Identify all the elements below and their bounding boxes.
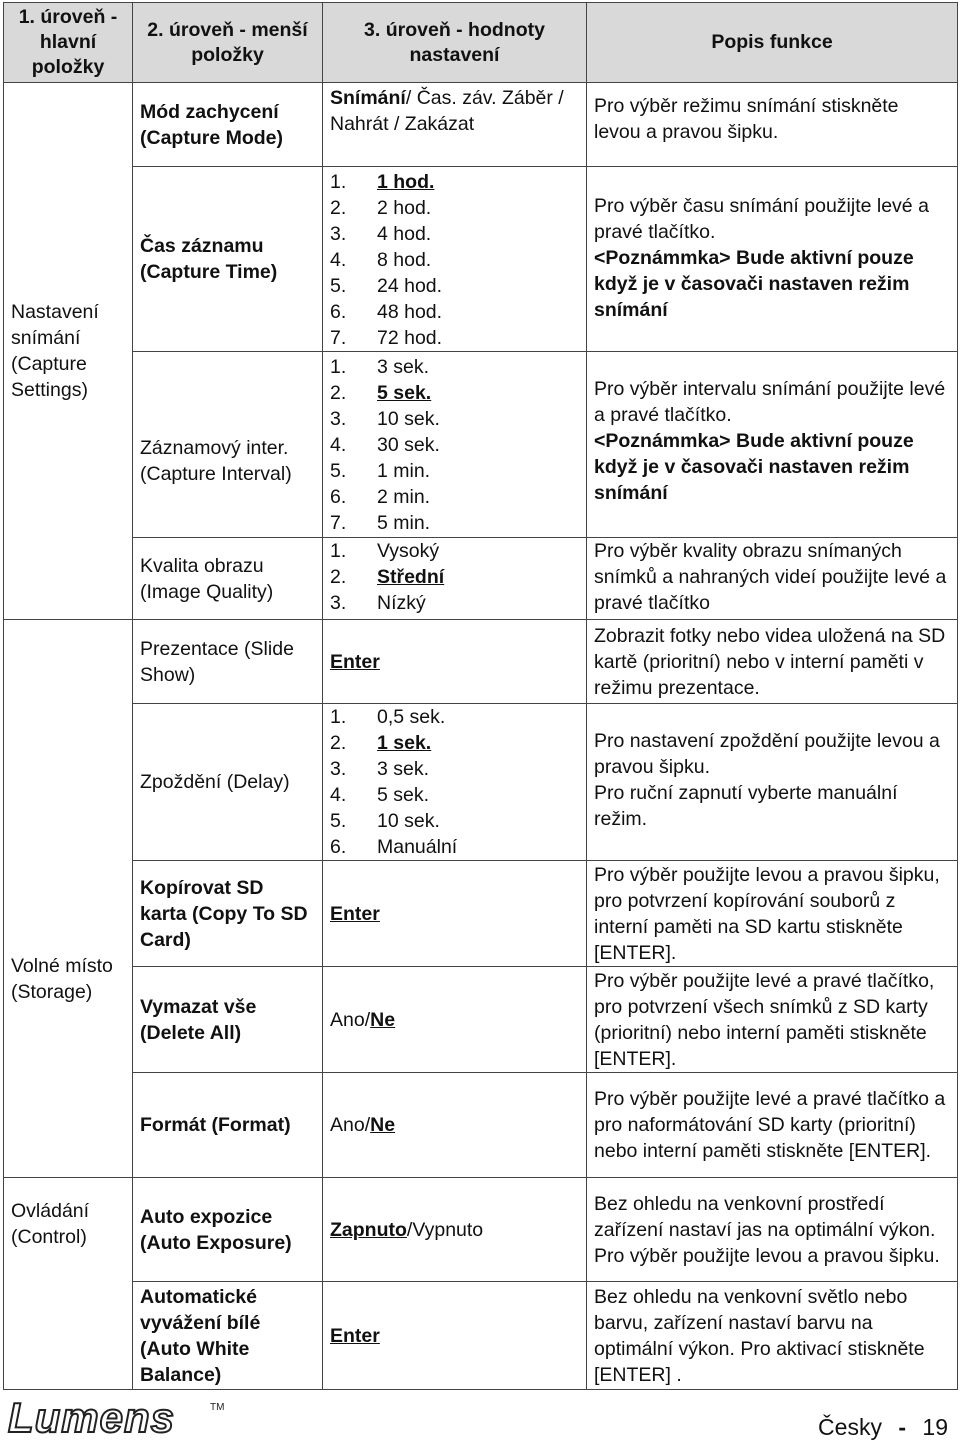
option-item: 1. Vysoký	[330, 540, 440, 562]
desc-capture-time: Pro výběr času snímání použijte levé a pravé tlačítko. <Poznámmka> Bude aktivní pouze když je v časovači nastaven režim snímání	[587, 167, 958, 352]
item-image-quality: Kvalita obrazu (Image Quality)	[133, 538, 323, 620]
settings-table	[3, 2, 958, 1390]
option-item: 3. 3 sek.	[330, 758, 430, 780]
options-image-quality	[323, 538, 587, 620]
table-row-capture-time	[4, 167, 958, 352]
item-capture-interval: Záznamový inter. (Capture Interval)	[133, 352, 323, 538]
option-item: 5. 24 hod.	[330, 275, 443, 297]
item-auto-exposure: Auto expozice (Auto Exposure)	[133, 1178, 323, 1282]
table-header-row	[4, 3, 958, 83]
item-auto-wb: Automatické vyvážení bílé (Auto White Balance)	[133, 1282, 323, 1390]
separator: -	[898, 1414, 907, 1440]
table-row-slide-show	[4, 620, 958, 704]
options-delay	[323, 704, 587, 861]
desc-delay: Pro nastavení zpoždění použijte levou a pravou šipku. Pro ruční zapnutí vyberte manuální režim.	[587, 704, 958, 861]
header-level3: 3. úroveň - hodnoty nastavení	[323, 3, 587, 83]
option-item: 4. 8 hod.	[330, 249, 432, 271]
table-row-capture-mode	[4, 83, 958, 167]
item-format: Formát (Format)	[133, 1073, 323, 1178]
table-row-copy-sd	[4, 861, 958, 967]
desc-copy-sd: Pro výběr použijte levou a pravou šipku, pro potvrzení kopírování souborů z interní paměti na SD kartu stiskněte [ENTER].	[587, 861, 958, 967]
option-item: 6. Manuální	[330, 836, 458, 858]
value-slide-show: Enter	[323, 620, 587, 704]
desc-slide-show: Zobrazit fotky nebo videa uložená na SD kartě (prioritní) nebo v interní paměti v režimu prezentace.	[587, 620, 958, 704]
option-item: 6. 2 min.	[330, 486, 431, 508]
desc-image-quality: Pro výběr kvality obrazu snímaných snímků a nahraných videí použijte levé a pravé tlačítko	[587, 538, 958, 620]
table-row-auto-wb	[4, 1282, 958, 1390]
option-item: 1. 0,5 sek.	[330, 706, 446, 728]
option-item: 1. 3 sek.	[330, 356, 430, 378]
table-row-auto-exposure	[4, 1178, 958, 1282]
item-copy-sd: Kopírovat SD karta (Copy To SD Card)	[133, 861, 323, 967]
item-delete-all: Vymazat vše (Delete All)	[133, 967, 323, 1073]
group-storage: Volné místo (Storage)	[4, 620, 133, 1178]
item-delay: Zpoždění (Delay)	[133, 704, 323, 861]
options-capture-time	[323, 167, 587, 352]
value-delete-all: Ano/Ne	[323, 967, 587, 1073]
logo-text: Lumens	[8, 1396, 176, 1440]
item-capture-mode: Mód zachycení (Capture Mode)	[133, 83, 323, 167]
group-capture-settings: Nastavení snímání (Capture Settings)	[4, 83, 133, 620]
value-format: Ano/Ne	[323, 1073, 587, 1178]
group-control: Ovládání (Control)	[4, 1178, 133, 1390]
option-item: 7. 5 min.	[330, 512, 431, 534]
option-item: 5. 10 sek.	[330, 810, 440, 832]
header-description: Popis funkce	[587, 3, 958, 83]
lumens-logo-graphic	[6, 1396, 226, 1440]
desc-format: Pro výběr použijte levé a pravé tlačítko a pro naformátování SD karty (prioritní) nebo interní paměti stiskněte [ENTER].	[587, 1073, 958, 1178]
option-item: 3. 4 hod.	[330, 223, 432, 245]
value-auto-wb: Enter	[323, 1282, 587, 1390]
option-item: 3. 10 sek.	[330, 408, 440, 430]
trademark: TM	[210, 1402, 225, 1413]
note: <Poznámmka> Bude aktivní pouze když je v časovači nastaven režim snímání	[594, 430, 914, 504]
option-item: 4. 5 sek.	[330, 784, 430, 806]
value-capture-mode	[323, 83, 587, 167]
value-selected: Snímání	[330, 87, 406, 109]
table-row-delete-all	[4, 967, 958, 1073]
table-row-delay	[4, 704, 958, 861]
language-label: Česky	[818, 1414, 882, 1440]
page-number: 19	[922, 1414, 948, 1440]
option-item: 5. 1 min.	[330, 460, 431, 482]
option-item: 7. 72 hod.	[330, 327, 443, 349]
option-item: 2. Střední	[330, 566, 445, 588]
option-item: 4. 30 sek.	[330, 434, 440, 456]
value-others: / Čas. záv. Záběr / Nahrát / Zakázat	[330, 87, 564, 135]
option-item: 2. 5 sek.	[330, 382, 432, 404]
option-item: 6. 48 hod.	[330, 301, 443, 323]
page-footer	[818, 1414, 948, 1441]
desc-delete-all: Pro výběr použijte levé a pravé tlačítko, pro potvrzení všech snímků z SD karty (prioritní) nebo interní paměti stiskněte [ENTER].	[587, 967, 958, 1073]
option-item: 2. 2 hod.	[330, 197, 432, 219]
lumens-logo	[6, 1396, 226, 1440]
desc-auto-wb: Bez ohledu na venkovní světlo nebo barvu, zařízení nastaví barvu na optimální výkon. Pro aktivací stiskněte [ENTER] .	[587, 1282, 958, 1390]
options-capture-interval	[323, 352, 587, 538]
value-auto-exposure: Zapnuto/Vypnuto	[323, 1178, 587, 1282]
item-capture-time: Čas záznamu (Capture Time)	[133, 167, 323, 352]
option-item: 2. 1 sek.	[330, 732, 432, 754]
header-level2: 2. úroveň - menší položky	[133, 3, 323, 83]
note: <Poznámmka> Bude aktivní pouze když je v časovači nastaven režim snímání	[594, 247, 914, 321]
item-slide-show: Prezentace (Slide Show)	[133, 620, 323, 704]
value-copy-sd: Enter	[323, 861, 587, 967]
table-row-capture-interval	[4, 352, 958, 538]
table-row-format	[4, 1073, 958, 1178]
option-item: 1. 1 hod.	[330, 171, 435, 193]
table-row-image-quality	[4, 538, 958, 620]
option-item: 3. Nízký	[330, 592, 426, 614]
desc-capture-interval: Pro výběr intervalu snímání použijte levé a pravé tlačítko. <Poznámmka> Bude aktivní pouze když je v časovači nastaven režim snímání	[587, 352, 958, 538]
header-level1: 1. úroveň - hlavní položky	[4, 3, 133, 83]
desc-auto-exposure: Bez ohledu na venkovní prostředí zařízení nastaví jas na optimální výkon. Pro výběr použijte levou a pravou šipku.	[587, 1178, 958, 1282]
desc-capture-mode: Pro výběr režimu snímání stiskněte levou a pravou šipku.	[587, 83, 958, 167]
